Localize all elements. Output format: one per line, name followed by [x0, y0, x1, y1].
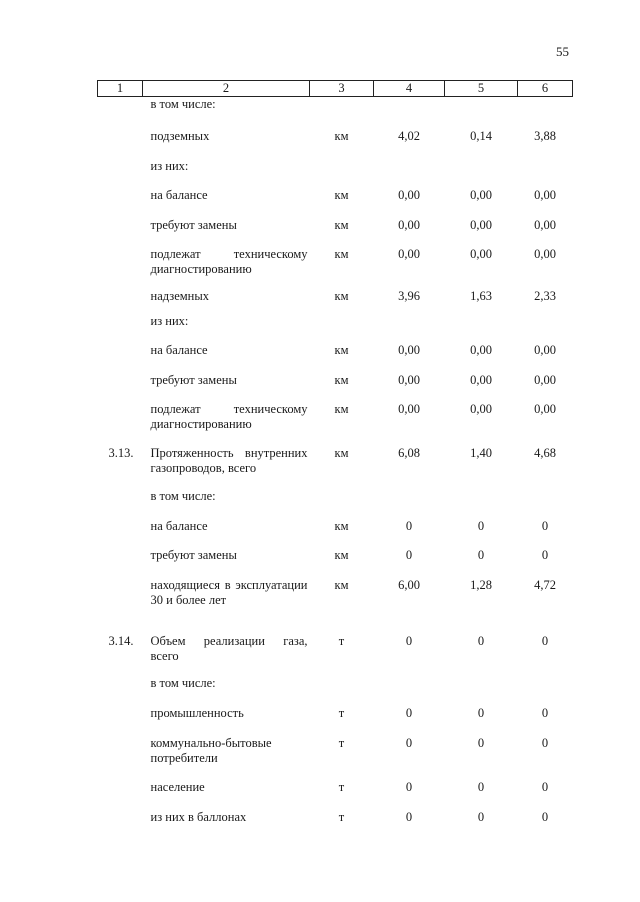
- row-indicator-name: подземных: [150, 128, 210, 143]
- header-col-3: 3: [310, 81, 374, 97]
- row-value-col5: 0,00: [470, 246, 492, 261]
- row-unit: [310, 676, 374, 706]
- row-indicator-name: подлежат техническому диагностированию: [150, 401, 308, 431]
- row-number: [98, 402, 143, 446]
- row-value-col5: 0,00: [470, 217, 492, 232]
- row-value-col5: 0: [477, 779, 485, 794]
- row-value-col6: [518, 159, 573, 188]
- row-number: [98, 706, 143, 736]
- row-unit: [310, 314, 374, 343]
- row-unit: км: [334, 547, 349, 562]
- row-unit: т: [338, 779, 345, 794]
- row-number: [98, 159, 143, 188]
- row-value-col5: 0: [477, 735, 485, 750]
- row-unit: т: [338, 633, 345, 648]
- table-row: [98, 780, 573, 810]
- row-indicator-name: в том числе:: [150, 97, 216, 111]
- table-row: [98, 548, 573, 578]
- row-value-col5: 0,00: [470, 187, 492, 202]
- header-col-6: 6: [518, 81, 573, 97]
- row-indicator-name: Протяженность внутренних газопроводов, всего: [150, 445, 308, 475]
- row-value-col5: 0: [477, 518, 485, 533]
- table-row: [98, 676, 573, 706]
- row-number: [98, 129, 143, 159]
- row-value-col5: [445, 676, 518, 706]
- row-number: [98, 188, 143, 218]
- row-value-col4: 0: [405, 735, 413, 750]
- row-indicator-name: надземных: [150, 288, 209, 303]
- table-row: [98, 314, 573, 343]
- row-unit: км: [334, 401, 349, 416]
- row-value-col4: [374, 159, 445, 188]
- row-indicator-name: на балансе: [150, 342, 208, 357]
- row-value-col6: 0,00: [534, 342, 556, 357]
- row-unit: т: [338, 809, 345, 824]
- row-value-col6: 0: [541, 779, 549, 794]
- row-indicator-name: на балансе: [150, 187, 208, 202]
- row-number: [98, 578, 143, 634]
- table-row: [98, 129, 573, 159]
- row-unit: км: [334, 128, 349, 143]
- row-number: [98, 343, 143, 373]
- row-unit: [310, 97, 374, 129]
- row-value-col5: 0: [477, 633, 485, 648]
- row-value-col6: 0: [541, 633, 549, 648]
- row-value-col4: 0: [405, 633, 413, 648]
- row-indicator-name: из них:: [150, 158, 189, 173]
- table-row: [98, 489, 573, 519]
- row-unit: [310, 489, 374, 519]
- row-unit: км: [334, 217, 349, 232]
- row-unit: км: [334, 342, 349, 357]
- row-value-col4: 0,00: [398, 372, 420, 387]
- table-row: [98, 343, 573, 373]
- row-value-col6: 0,00: [534, 246, 556, 261]
- row-indicator-name: в том числе:: [150, 675, 216, 690]
- row-value-col4: 0,00: [398, 342, 420, 357]
- row-number: [98, 780, 143, 810]
- row-value-col5: 1,28: [470, 577, 492, 592]
- row-number: [98, 314, 143, 343]
- row-unit: т: [338, 735, 345, 750]
- row-indicator-name: требуют замены: [150, 547, 237, 562]
- row-number: [98, 247, 143, 289]
- row-indicator-name: требуют замены: [150, 372, 237, 387]
- row-indicator-name: в том числе:: [150, 488, 216, 503]
- row-number: [98, 218, 143, 247]
- row-number: 3.13.: [108, 445, 134, 460]
- row-value-col6: 0,00: [534, 372, 556, 387]
- row-value-col4: [374, 314, 445, 343]
- row-value-col5: [445, 314, 518, 343]
- row-value-col4: [374, 489, 445, 519]
- row-value-col4: 0: [405, 518, 413, 533]
- table-row: [98, 402, 573, 446]
- row-value-col5: 1,40: [470, 445, 492, 460]
- header-col-1: 1: [98, 81, 143, 97]
- row-value-col6: 3,88: [534, 128, 556, 143]
- row-value-col6: [518, 314, 573, 343]
- row-indicator-name: промышленность: [150, 705, 244, 720]
- row-indicator-name: находящиеся в эксплуатации 30 и более лет: [150, 577, 308, 607]
- row-value-col4: [374, 676, 445, 706]
- row-indicator-name: на балансе: [150, 518, 208, 533]
- row-value-col5: 0,00: [470, 372, 492, 387]
- row-value-col5: [445, 97, 518, 129]
- table-row: [98, 97, 573, 129]
- table-row: [98, 446, 573, 489]
- row-value-col5: 0,14: [470, 128, 492, 143]
- table-row: [98, 373, 573, 402]
- table-row: [98, 188, 573, 218]
- row-value-col5: 0: [477, 547, 485, 562]
- row-number: [98, 810, 143, 830]
- row-number: [98, 519, 143, 548]
- header-row: [98, 81, 573, 97]
- row-value-col5: [445, 489, 518, 519]
- row-value-col4: 0,00: [398, 187, 420, 202]
- row-indicator-name: из них в баллонах: [150, 809, 247, 824]
- row-unit: [310, 159, 374, 188]
- row-value-col4: 6,08: [398, 445, 420, 460]
- row-value-col6: 0: [541, 547, 549, 562]
- row-value-col6: 4,72: [534, 577, 556, 592]
- table-row: [98, 706, 573, 736]
- row-value-col5: 0,00: [470, 342, 492, 357]
- header-col-2: 2: [143, 81, 310, 97]
- table-row: [98, 159, 573, 188]
- row-value-col6: 0,00: [534, 217, 556, 232]
- row-value-col6: [518, 97, 573, 129]
- table-row: [98, 289, 573, 314]
- row-indicator-name: коммунально-бытовые потребители: [150, 735, 272, 765]
- table-body: [98, 97, 573, 830]
- row-unit: км: [334, 445, 349, 460]
- row-number: [98, 373, 143, 402]
- row-number: [98, 97, 143, 129]
- row-value-col6: 2,33: [534, 288, 556, 303]
- row-indicator-name: из них:: [150, 313, 189, 328]
- row-value-col4: 0,00: [398, 246, 420, 261]
- header-col-4: 4: [374, 81, 445, 97]
- table-row: [98, 578, 573, 634]
- table-row: [98, 519, 573, 548]
- row-indicator-name: подлежат техническому диагностированию: [150, 246, 308, 276]
- row-value-col4: 0: [405, 705, 413, 720]
- row-value-col4: 0,00: [398, 217, 420, 232]
- row-value-col4: 0: [405, 779, 413, 794]
- row-value-col6: 0: [541, 518, 549, 533]
- row-number: [98, 736, 143, 780]
- row-value-col5: 0: [477, 809, 485, 824]
- table-row: [98, 810, 573, 830]
- row-value-col6: 4,68: [534, 445, 556, 460]
- row-value-col6: 0: [541, 705, 549, 720]
- row-value-col4: 0,00: [398, 401, 420, 416]
- row-value-col4: 3,96: [398, 288, 420, 303]
- row-value-col5: 0,00: [470, 401, 492, 416]
- table-header: [98, 81, 573, 97]
- row-value-col6: 0,00: [534, 401, 556, 416]
- row-number: [98, 548, 143, 578]
- row-unit: км: [334, 577, 349, 592]
- row-number: [98, 289, 143, 314]
- row-value-col6: 0: [541, 735, 549, 750]
- row-unit: км: [334, 288, 349, 303]
- row-number: [98, 676, 143, 706]
- row-unit: т: [338, 705, 345, 720]
- row-value-col4: [374, 97, 445, 129]
- row-value-col4: 4,02: [398, 128, 420, 143]
- row-unit: км: [334, 187, 349, 202]
- table-row: [98, 247, 573, 289]
- row-unit: км: [334, 246, 349, 261]
- table-row: [98, 736, 573, 780]
- row-unit: км: [334, 518, 349, 533]
- header-col-5: 5: [445, 81, 518, 97]
- row-value-col5: 1,63: [470, 288, 492, 303]
- page-number: 55: [556, 44, 569, 59]
- row-number: [98, 489, 143, 519]
- row-value-col4: 6,00: [398, 577, 420, 592]
- row-value-col6: [518, 676, 573, 706]
- row-number: 3.14.: [108, 633, 134, 648]
- data-table: [97, 80, 573, 830]
- row-indicator-name: население: [150, 779, 205, 794]
- row-value-col6: [518, 489, 573, 519]
- row-value-col5: 0: [477, 705, 485, 720]
- row-value-col6: 0,00: [534, 187, 556, 202]
- row-value-col6: 0: [541, 809, 549, 824]
- row-unit: км: [334, 372, 349, 387]
- table-row: [98, 634, 573, 676]
- row-value-col4: 0: [405, 547, 413, 562]
- row-value-col4: 0: [405, 809, 413, 824]
- row-indicator-name: Объем реализации газа, всего: [150, 633, 308, 663]
- row-indicator-name: требуют замены: [150, 217, 237, 232]
- row-value-col5: [445, 159, 518, 188]
- table-row: [98, 218, 573, 247]
